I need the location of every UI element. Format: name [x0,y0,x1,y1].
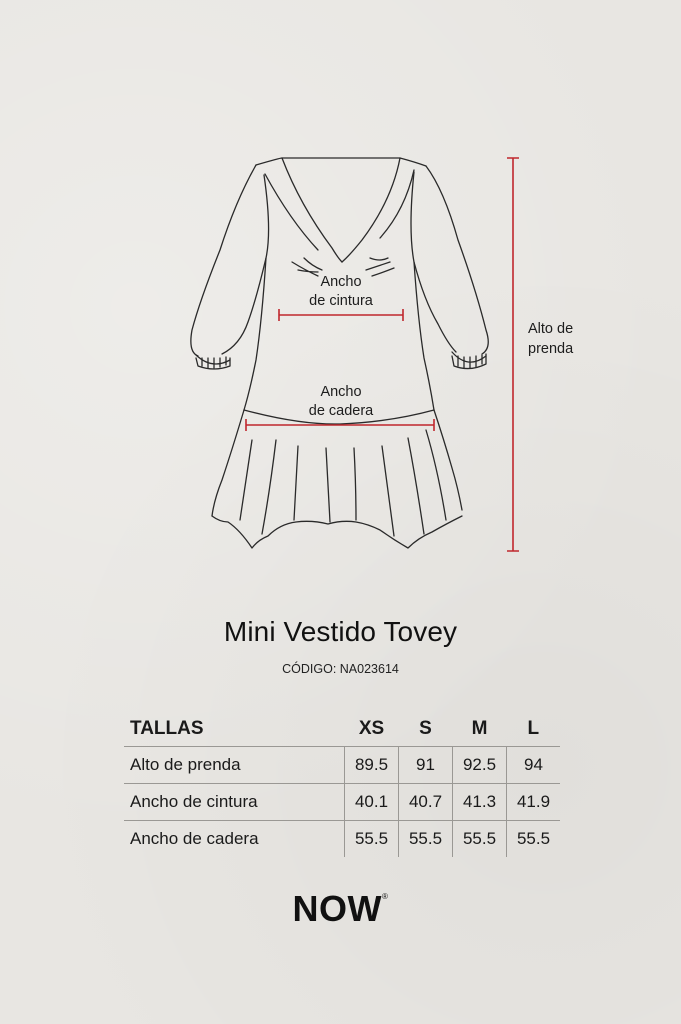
header-size-xs: XS [358,718,385,739]
waist-measure-label [296,273,386,311]
waist-label-line2: de cintura [309,293,373,309]
header-size-s: S [419,718,432,739]
table-row [124,747,560,784]
length-measure-label [528,319,573,359]
cell-value: 92.5 [453,747,507,784]
row-label: Ancho de cadera [124,821,345,858]
row-label: Alto de prenda [124,747,345,784]
registered-mark: ® [382,892,389,901]
header-size-m: M [471,718,488,739]
cell-value: 55.5 [399,821,453,858]
table-row [124,821,560,858]
cell-value: 91 [399,747,453,784]
cell-value: 94 [507,747,561,784]
size-table [124,712,560,857]
product-code: CÓDIGO: NA023614 [282,662,399,676]
cell-value: 55.5 [507,821,561,858]
brand-logo [0,888,681,930]
cell-value: 41.9 [507,784,561,821]
size-table-header [124,712,560,747]
brand-name: NOW [292,888,383,929]
measure-lines [246,158,519,551]
cell-value: 89.5 [345,747,399,784]
waist-label-line1: Ancho [320,274,362,290]
cell-value: 55.5 [345,821,399,858]
header-size-l: L [527,718,540,739]
hip-label-line2: de cadera [308,403,374,419]
cell-value: 55.5 [453,821,507,858]
hip-measure-label [296,383,386,421]
cell-value: 40.1 [345,784,399,821]
table-row [124,784,560,821]
length-label-line2: prenda [528,341,574,357]
cell-value: 41.3 [453,784,507,821]
product-title: Mini Vestido Tovey [223,616,458,647]
cell-value: 40.7 [399,784,453,821]
row-label: Ancho de cintura [124,784,345,821]
hip-label-line1: Ancho [320,384,362,400]
header-label: TALLAS [130,718,204,739]
length-label-line1: Alto de [528,321,574,337]
